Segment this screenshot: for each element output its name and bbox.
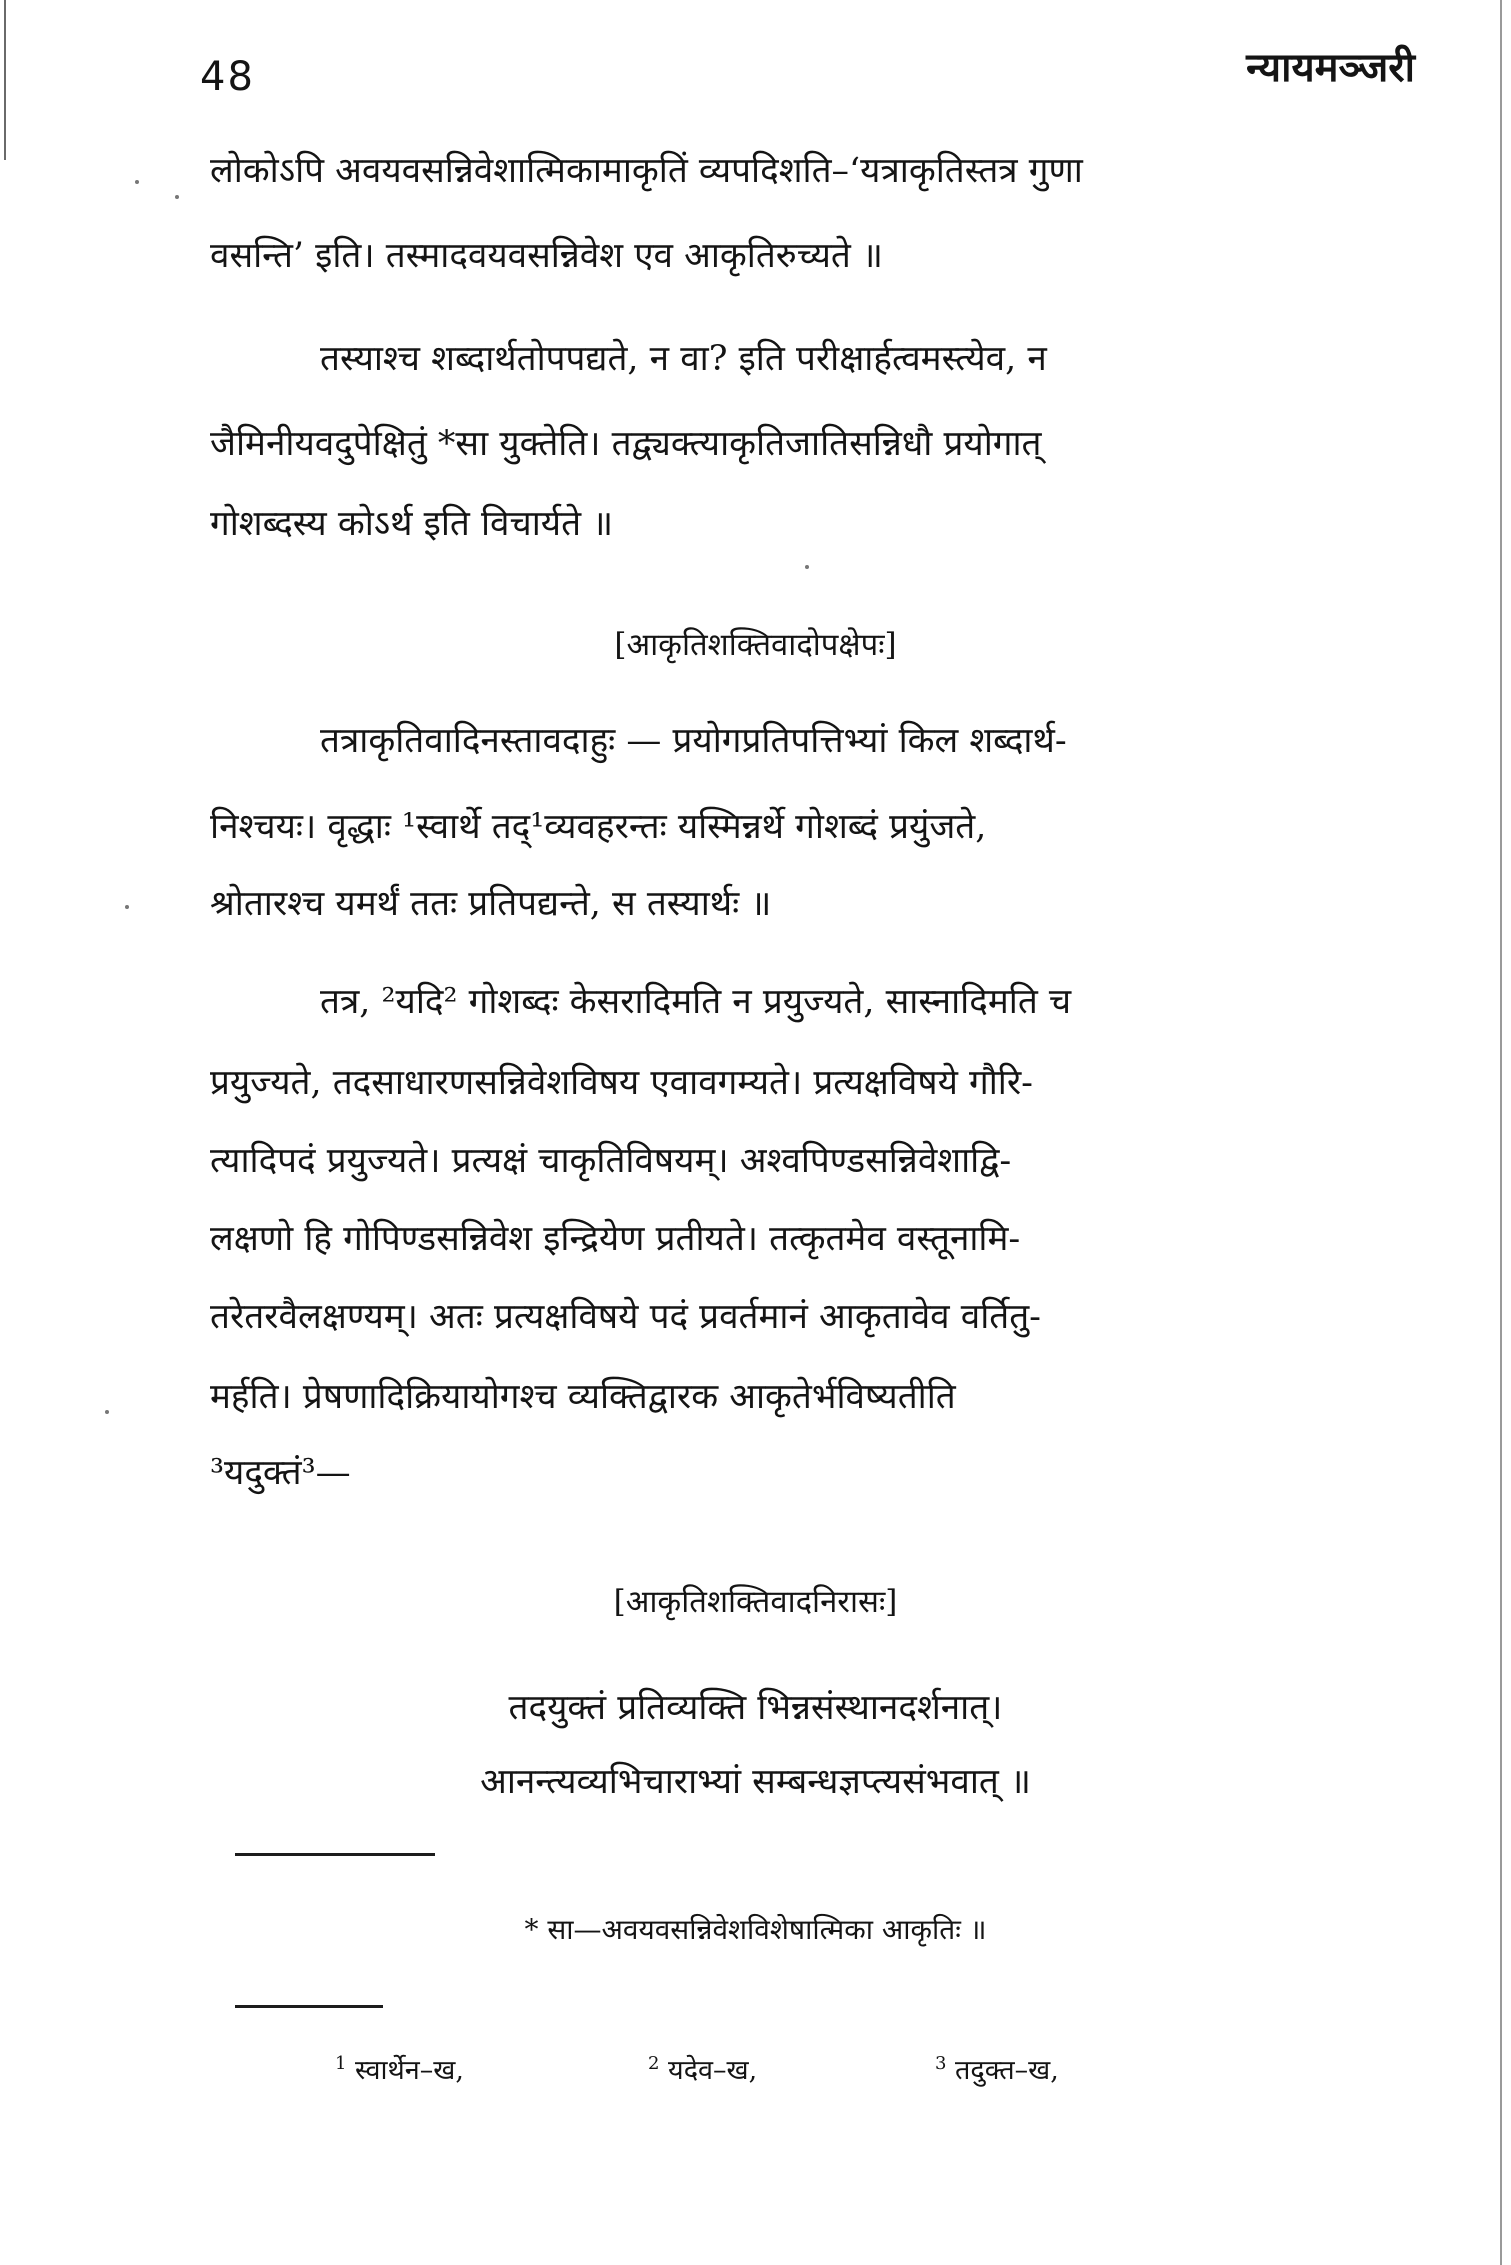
footnote-number: 3 (935, 2053, 947, 2074)
text-line: ³यदुक्तं³— (210, 1453, 351, 1493)
footnote-rule (235, 2005, 383, 2008)
variant-reading (935, 2050, 1059, 2087)
variant-reading (335, 2050, 464, 2087)
section-heading: [आकृतिशक्तिवादनिरासः] (613, 1584, 898, 1620)
scan-speck (125, 905, 129, 909)
text-line: तत्राकृतिवादिनस्तावदाहुः — प्रयोगप्रतिपत्तिभ्यां किल शब्दार्थ- (320, 721, 1067, 761)
scan-edge-left (4, 0, 6, 160)
scan-speck (805, 565, 809, 569)
verse-line: तदयुक्तं प्रतिव्यक्ति भिन्नसंस्थानदर्शनात्। (508, 1688, 1003, 1728)
text-line: जैमिनीयवदुपेक्षितुं *सा युक्तेति। तद्व्यक्त्याकृतिजातिसन्निधौ प्रयोगात् (210, 424, 1042, 464)
running-head: न्यायमञ्जरी (1246, 44, 1415, 91)
text-line: श्रोतारश्च यमर्थं ततः प्रतिपद्यन्ते, स तस्यार्थः ॥ (210, 884, 772, 924)
text-line: निश्चयः। वृद्धाः ¹स्वार्थे तद्¹व्यवहरन्तः यस्मिन्नर्थे गोशब्दं प्रयुंजते, (210, 807, 987, 847)
text-line: तस्याश्च शब्दार्थतोपपद्यते, न वा? इति परीक्षार्हत्वमस्त्येव, न (320, 339, 1047, 379)
variant-text: यदेव–ख, (668, 2055, 758, 2086)
text-line: वसन्ति’ इति। तस्मादवयवसन्निवेश एव आकृतिरुच्यते ॥ (210, 236, 883, 276)
text-line: तत्र, ²यदि² गोशब्दः केसरादिमति न प्रयुज्यते, सास्नादिमति च (320, 982, 1072, 1022)
scan-speck (175, 195, 179, 199)
text-line: प्रयुज्यते, तदसाधारणसन्निवेशविषय एवावगम्यते। प्रत्यक्षविषये गौरि- (210, 1063, 1034, 1103)
text-line: मर्हति। प्रेषणादिक्रियायोगश्च व्यक्तिद्वारक आकृतेर्भविष्यतीति (210, 1377, 956, 1417)
text-line: लक्षणो हि गोपिण्डसन्निवेश इन्द्रियेण प्रतीयते। तत्कृतमेव वस्तूनामि- (210, 1219, 1021, 1259)
footnote-star: * सा—अवयवसन्निवेशविशेषात्मिका आकृतिः ॥ (524, 1913, 987, 1946)
footnote-number: 2 (648, 2053, 660, 2074)
variant-text: तदुक्त–ख, (955, 2055, 1059, 2086)
scan-speck (135, 180, 139, 184)
section-heading: [आकृतिशक्तिवादोपक्षेपः] (614, 627, 897, 663)
variant-text: स्वार्थेन–ख, (355, 2055, 464, 2086)
variant-reading (648, 2050, 757, 2087)
text-line: त्यादिपदं प्रयुज्यते। प्रत्यक्षं चाकृतिविषयम्। अश्वपिण्डसन्निवेशाद्वि- (210, 1141, 1012, 1181)
page-number: 48 (200, 54, 255, 100)
footnote-number: 1 (335, 2053, 347, 2074)
verse-line: आनन्त्यव्यभिचाराभ्यां सम्बन्धज्ञप्त्यसंभवात् ॥ (480, 1762, 1031, 1802)
scan-speck (105, 1410, 109, 1414)
text-line: गोशब्दस्य कोऽर्थ इति विचार्यते ॥ (210, 504, 614, 544)
footnote-rule (235, 1853, 435, 1856)
text-line: तरेतरवैलक्षण्यम्। अतः प्रत्यक्षविषये पदं प्रवर्तमानं आकृतावेव वर्तितु- (210, 1297, 1042, 1337)
text-line: लोकोऽपि अवयवसन्निवेशात्मिकामाकृतिं व्यपदिशति–‘यत्राकृतिस्तत्र गुणा (210, 151, 1083, 191)
